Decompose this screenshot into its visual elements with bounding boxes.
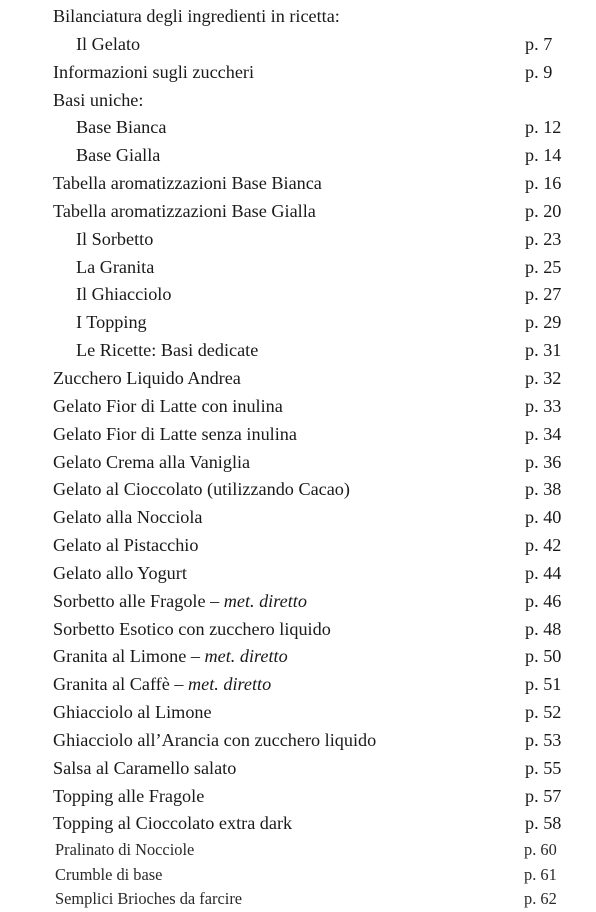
toc-entry[interactable]	[0, 727, 596, 755]
toc-entry-title	[55, 838, 194, 862]
toc-entry-title-text: Gelato allo Yogurt	[53, 562, 187, 583]
toc-entry[interactable]	[0, 887, 596, 911]
toc-entry-title-text: Tabella aromatizzazioni Base Bianca	[53, 173, 322, 194]
toc-entry-title	[53, 87, 143, 115]
toc-entry-title	[53, 810, 292, 838]
toc-entry-title	[53, 783, 204, 811]
toc-entry[interactable]	[0, 783, 596, 811]
toc-entry[interactable]	[0, 838, 596, 862]
toc-entry-title-text: Gelato alla Nocciola	[53, 507, 203, 528]
toc-entry-title	[53, 393, 283, 421]
toc-entry-title	[53, 198, 316, 226]
toc-entry-title	[53, 449, 250, 477]
toc-entry-page-number: p. 29	[525, 312, 562, 333]
toc-entry-title	[53, 560, 187, 588]
toc-entry-page-number: p. 62	[524, 888, 557, 908]
toc-entry-page-number: p. 36	[525, 451, 562, 472]
toc-entry-title	[53, 643, 288, 671]
toc-entry-page-number: p. 52	[525, 702, 562, 723]
toc-entry-page-number: p. 42	[525, 535, 562, 556]
toc-entry[interactable]	[0, 532, 596, 560]
toc-entry-title	[76, 281, 171, 309]
toc-entry-page-number: p. 58	[525, 813, 562, 834]
toc-entry-title-text: Il Ghiacciolo	[76, 284, 172, 305]
toc-entry-title	[53, 59, 254, 87]
toc-entry-title-text: Base Bianca	[76, 117, 167, 138]
toc-entry[interactable]	[0, 87, 596, 115]
toc-entry-title-text: Basi uniche:	[53, 89, 144, 110]
toc-entry-page-number: p. 44	[525, 562, 562, 583]
toc-entry[interactable]	[0, 365, 596, 393]
toc-entry-title-text: Bilanciatura degli ingredienti in ricetta:	[53, 6, 340, 26]
toc-entry-title	[53, 588, 307, 616]
toc-entry-page-number: p. 55	[525, 757, 562, 778]
toc-entry-page-number: p. 27	[525, 284, 562, 305]
toc-entry-title	[55, 887, 242, 911]
toc-entry-title	[53, 3, 340, 31]
toc-entry-title-text: Base Gialla	[76, 145, 161, 166]
toc-entry[interactable]	[0, 31, 596, 59]
toc-entry-title-text: Il Sorbetto	[76, 228, 154, 249]
toc-entry-title	[53, 365, 241, 393]
toc-entry-page-number: p. 25	[525, 256, 562, 277]
toc-entry-title	[76, 142, 160, 170]
toc-entry-title-text: Le Ricette: Basi dedicate	[76, 340, 259, 361]
toc-entry[interactable]	[0, 337, 596, 365]
toc-entry-title-text: Topping al Cioccolato extra dark	[53, 813, 293, 834]
toc-entry[interactable]	[0, 616, 596, 644]
toc-entry-title	[76, 226, 153, 254]
toc-entry[interactable]	[0, 504, 596, 532]
toc-entry-title-text: Gelato Crema alla Vaniglia	[53, 451, 251, 472]
toc-entry[interactable]	[0, 198, 596, 226]
toc-entry[interactable]	[0, 671, 596, 699]
toc-entry-method-note: met. diretto	[204, 646, 288, 667]
toc-entry-page-number: p. 48	[525, 618, 562, 639]
toc-entry[interactable]	[0, 476, 596, 504]
toc-entry-title	[53, 671, 271, 699]
toc-entry-page-number: p. 40	[525, 507, 562, 528]
toc-entry-page-number: p. 38	[525, 479, 562, 500]
toc-entry-title	[53, 616, 331, 644]
toc-entry-title	[76, 309, 147, 337]
toc-entry-page-number: p. 60	[524, 840, 557, 860]
toc-entry-page-number: p. 57	[525, 785, 562, 806]
toc-entry-title-text: I Topping	[76, 312, 147, 333]
toc-entry[interactable]	[0, 142, 596, 170]
toc-entry-method-note: met. diretto	[223, 590, 307, 611]
toc-entry[interactable]	[0, 114, 596, 142]
toc-entry-page-number: p. 34	[525, 423, 562, 444]
toc-entry-title-text: Salsa al Caramello salato	[53, 757, 237, 778]
toc-entry[interactable]	[0, 421, 596, 449]
toc-entry-page-number: p. 7	[525, 33, 553, 54]
toc-entry[interactable]	[0, 59, 596, 87]
toc-entry-page-number: p. 23	[525, 228, 562, 249]
toc-entry-title-text: Ghiacciolo all’Arancia con zucchero liquido	[53, 729, 377, 750]
toc-entry-title-text: Granita al Caffè –	[53, 674, 189, 695]
toc-entry-page-number: p. 16	[525, 173, 562, 194]
toc-entry-page-number: p. 51	[525, 674, 562, 695]
toc-entry-page-number: p. 9	[525, 61, 553, 82]
toc-entry-title-text: Zucchero Liquido Andrea	[53, 367, 241, 388]
toc-entry[interactable]	[0, 755, 596, 783]
toc-entry-title-text: Ghiacciolo al Limone	[53, 702, 212, 723]
toc-entry[interactable]	[0, 588, 596, 616]
toc-entry[interactable]	[0, 3, 596, 31]
toc-entry-title-text: Tabella aromatizzazioni Base Gialla	[53, 200, 316, 221]
toc-entry-title	[53, 532, 198, 560]
toc-entry-title-text: Il Gelato	[76, 33, 141, 54]
toc-entry-page-number: p. 33	[525, 395, 562, 416]
toc-entry-title-text: Gelato al Cioccolato (utilizzando Cacao)	[53, 479, 350, 500]
toc-entry[interactable]	[0, 281, 596, 309]
toc-entry-title	[53, 755, 236, 783]
toc-entry-title-text: Gelato Fior di Latte con inulina	[53, 395, 283, 416]
toc-entry[interactable]	[0, 226, 596, 254]
toc-entry-title	[76, 254, 154, 282]
toc-entry-title	[53, 421, 297, 449]
toc-entry-title	[76, 114, 166, 142]
toc-entry-title	[53, 504, 202, 532]
toc-entry-page-number: p. 14	[525, 145, 562, 166]
toc-entry[interactable]	[0, 254, 596, 282]
toc-entry[interactable]	[0, 309, 596, 337]
toc-entry-page-number: p. 32	[525, 367, 562, 388]
toc-entry-title-text: Pralinato di Nocciole	[55, 840, 195, 860]
toc-entry-title	[53, 170, 322, 198]
toc-entry-title-text: Sorbetto alle Fragole –	[53, 590, 224, 611]
toc-entry-title	[76, 31, 140, 59]
toc-entry-title-text: Topping alle Fragole	[53, 785, 205, 806]
table-of-contents	[0, 3, 596, 911]
toc-entry-title	[53, 699, 212, 727]
toc-entry-title-text: Crumble di base	[55, 864, 163, 884]
toc-entry[interactable]	[0, 393, 596, 421]
toc-entry-title-text: Gelato Fior di Latte senza inulina	[53, 423, 297, 444]
toc-entry-page-number: p. 61	[524, 864, 557, 884]
toc-entry-page-number: p. 20	[525, 200, 562, 221]
toc-entry-title-text: Sorbetto Esotico con zucchero liquido	[53, 618, 331, 639]
toc-entry-page-number: p. 46	[525, 590, 562, 611]
toc-entry[interactable]	[0, 449, 596, 477]
toc-entry[interactable]	[0, 560, 596, 588]
toc-entry[interactable]	[0, 810, 596, 838]
toc-entry-page-number: p. 31	[525, 340, 562, 361]
toc-entry[interactable]	[0, 643, 596, 671]
toc-entry-title-text: Granita al Limone –	[53, 646, 205, 667]
toc-entry-title	[55, 863, 162, 887]
toc-entry[interactable]	[0, 170, 596, 198]
toc-entry-title-text: Informazioni sugli zuccheri	[53, 61, 254, 82]
toc-entry-title-text: Gelato al Pistacchio	[53, 535, 199, 556]
toc-entry-page-number: p. 12	[525, 117, 562, 138]
toc-entry[interactable]	[0, 699, 596, 727]
toc-entry[interactable]	[0, 863, 596, 887]
toc-entry-page-number: p. 53	[525, 729, 562, 750]
toc-entry-title	[53, 727, 376, 755]
toc-entry-title-text: Semplici Brioches da farcire	[55, 888, 243, 908]
toc-entry-page-number: p. 50	[525, 646, 562, 667]
toc-entry-title	[53, 476, 350, 504]
toc-entry-title-text: La Granita	[76, 256, 155, 277]
toc-entry-title	[76, 337, 258, 365]
toc-entry-method-note: met. diretto	[188, 674, 272, 695]
